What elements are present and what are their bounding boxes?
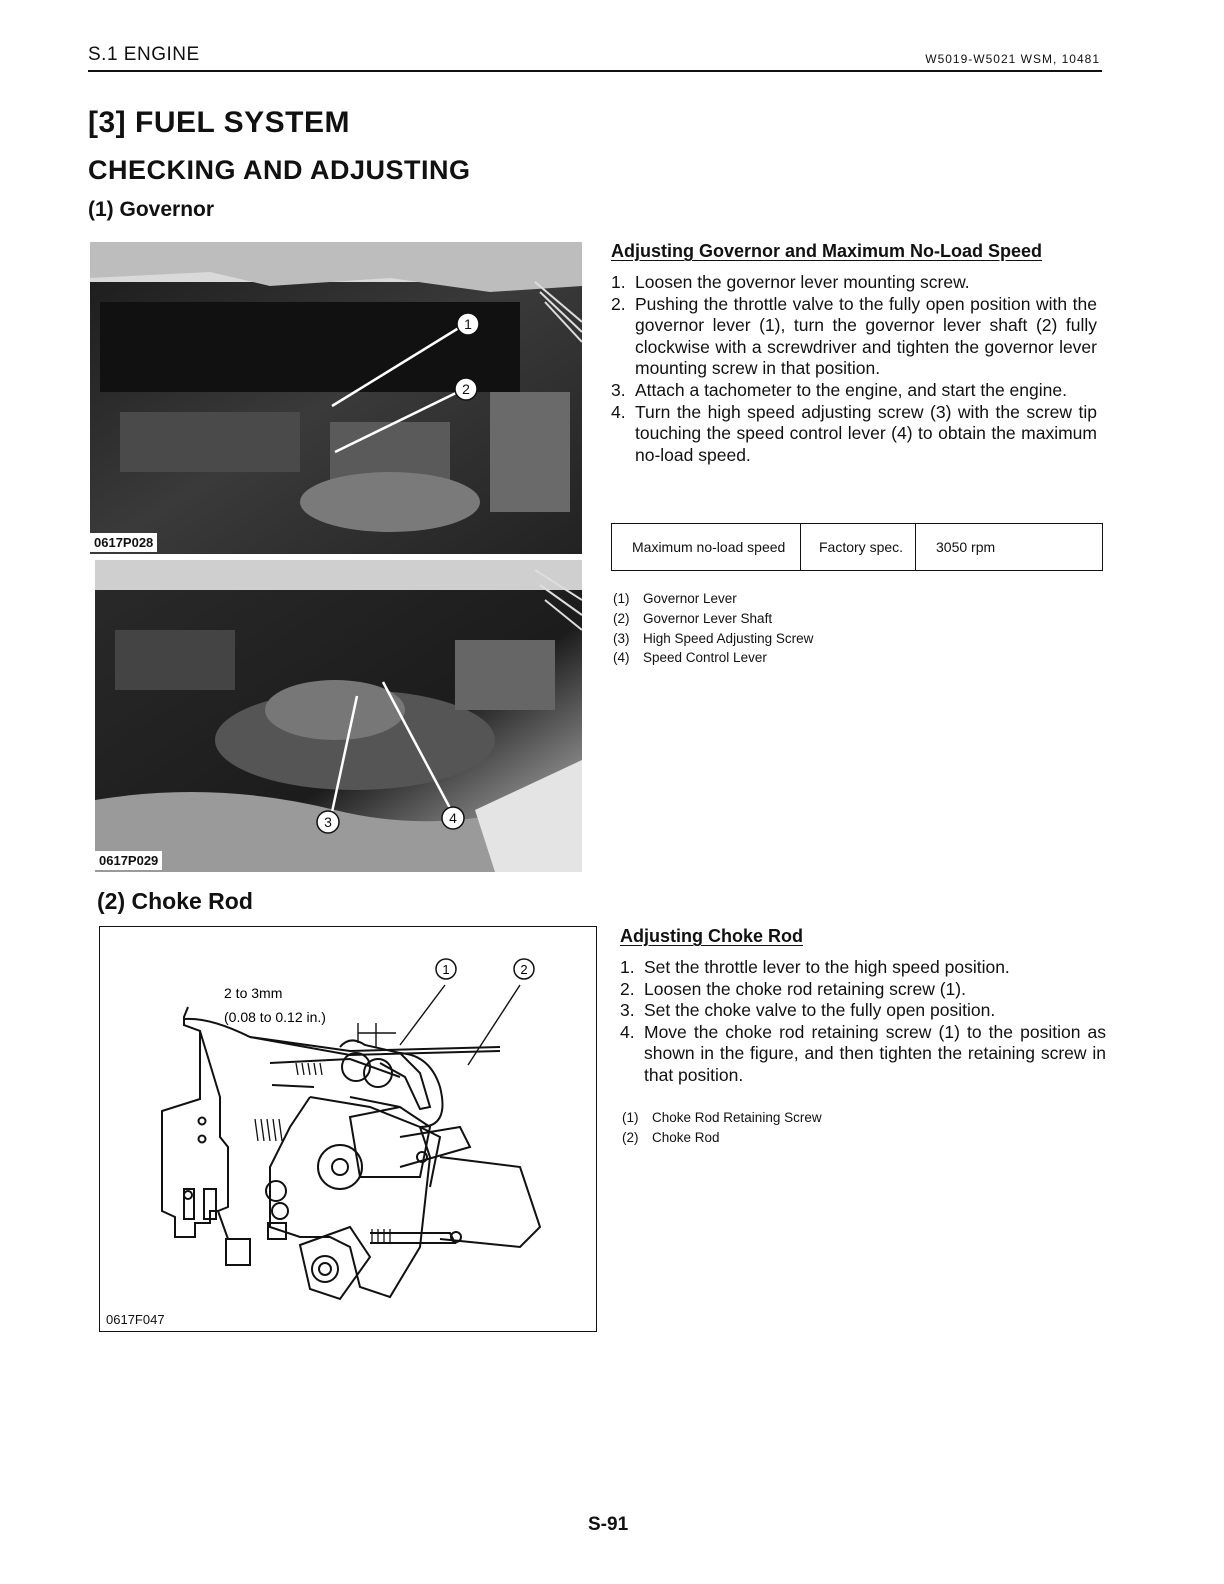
step-number: 4. [611, 401, 626, 422]
step-number: 3. [620, 1000, 635, 1021]
choke-legend [622, 1108, 822, 1148]
legend-number: (3) [613, 630, 630, 646]
photo-1-label: 0617P028 [90, 533, 157, 552]
step-text: Set the throttle lever to the high speed position. [644, 957, 1010, 977]
legend-text: High Speed Adjusting Screw [643, 630, 814, 646]
callout-1: 1 [464, 316, 472, 332]
legend-item [613, 589, 813, 609]
step-number: 4. [620, 1021, 635, 1042]
choke-procedure-heading: Adjusting Choke Rod [620, 926, 803, 946]
section-title: [3] FUEL SYSTEM [88, 106, 350, 139]
subsection-title: CHECKING AND ADJUSTING [88, 155, 471, 185]
step-number: 2. [620, 978, 635, 999]
legend-number: (1) [613, 591, 630, 606]
governor-step [611, 294, 1097, 380]
step-number: 3. [611, 379, 626, 400]
step-number: 1. [611, 272, 626, 292]
spec-value: 3050 rpm [916, 524, 1103, 571]
step-text: Pushing the throttle valve to the fully open position with the governor lever (1), turn the governor lever shaft (2) fully clockwise with a screwdriver and tighten the governor lever mounting screw in that position. [635, 293, 1097, 379]
governor-photo-2-graphic [95, 560, 582, 872]
governor-steps [611, 272, 1097, 466]
header-section: S.1 ENGINE [88, 44, 200, 65]
step-number: 1. [620, 957, 635, 977]
legend-text: Choke Rod Retaining Screw [652, 1110, 822, 1125]
callout-4: 4 [449, 810, 457, 826]
spec-item: Maximum no-load speed [612, 524, 801, 571]
choke-callout-1: 1 [442, 962, 450, 977]
choke-step [620, 1000, 1106, 1022]
step-text: Loosen the choke rod retaining screw (1). [644, 978, 966, 999]
legend-text: Choke Rod [652, 1129, 720, 1145]
dimension-line-1: 2 to 3mm [224, 985, 283, 1001]
legend-text: Governor Lever [643, 591, 737, 606]
header-rule [88, 70, 1102, 72]
legend-item [622, 1128, 822, 1148]
callout-3: 3 [324, 814, 332, 830]
page-number: S-91 [588, 1514, 629, 1535]
choke-steps [620, 957, 1106, 1087]
spec-table [611, 523, 1103, 571]
choke-step [620, 1022, 1106, 1087]
legend-number: (2) [622, 1129, 639, 1145]
governor-step [611, 272, 1097, 294]
legend-item [613, 609, 813, 629]
step-text: Turn the high speed adjusting screw (3) with the screw tip touching the speed control lever (4) to obtain the maximum no-load speed. [635, 401, 1097, 465]
legend-item [622, 1108, 822, 1128]
dimension-line-2: (0.08 to 0.12 in.) [224, 1009, 326, 1025]
governor-photo-1 [90, 242, 582, 554]
governor-legend [613, 589, 813, 668]
legend-text: Governor Lever Shaft [643, 610, 773, 626]
step-text: Attach a tachometer to the engine, and start the engine. [635, 379, 1067, 400]
governor-procedure-heading: Adjusting Governor and Maximum No-Load Speed [611, 241, 1043, 261]
choke-figure-label: 0617F047 [106, 1312, 165, 1327]
governor-heading: (1) Governor [88, 198, 215, 221]
choke-step [620, 957, 1106, 979]
legend-item [613, 629, 813, 649]
callout-2: 2 [462, 381, 470, 397]
header-model: W5019-W5021 WSM, 10481 [925, 52, 1100, 66]
legend-text: Speed Control Lever [643, 650, 767, 666]
step-number: 2. [611, 293, 626, 314]
choke-heading: (2) Choke Rod [97, 888, 253, 914]
step-text: Loosen the governor lever mounting screw. [635, 272, 970, 292]
governor-step [611, 402, 1097, 467]
legend-number: (1) [622, 1110, 639, 1125]
choke-callout-2: 2 [520, 962, 528, 977]
legend-item [613, 648, 813, 668]
spec-row [612, 524, 1103, 571]
governor-step [611, 380, 1097, 402]
choke-figure [99, 926, 597, 1332]
legend-number: (4) [613, 650, 630, 666]
step-text: Move the choke rod retaining screw (1) to the position as shown in the figure, and then tighten the retaining screw in that position. [644, 1021, 1106, 1085]
legend-number: (2) [613, 610, 630, 626]
choke-step [620, 979, 1106, 1001]
choke-rod-drawing [100, 927, 596, 1331]
step-text: Set the choke valve to the fully open position. [644, 1000, 996, 1021]
spec-type: Factory spec. [801, 524, 916, 571]
governor-photo-2 [95, 560, 582, 872]
photo-2-label: 0617P029 [95, 851, 162, 870]
governor-photo-1-graphic [90, 242, 582, 554]
